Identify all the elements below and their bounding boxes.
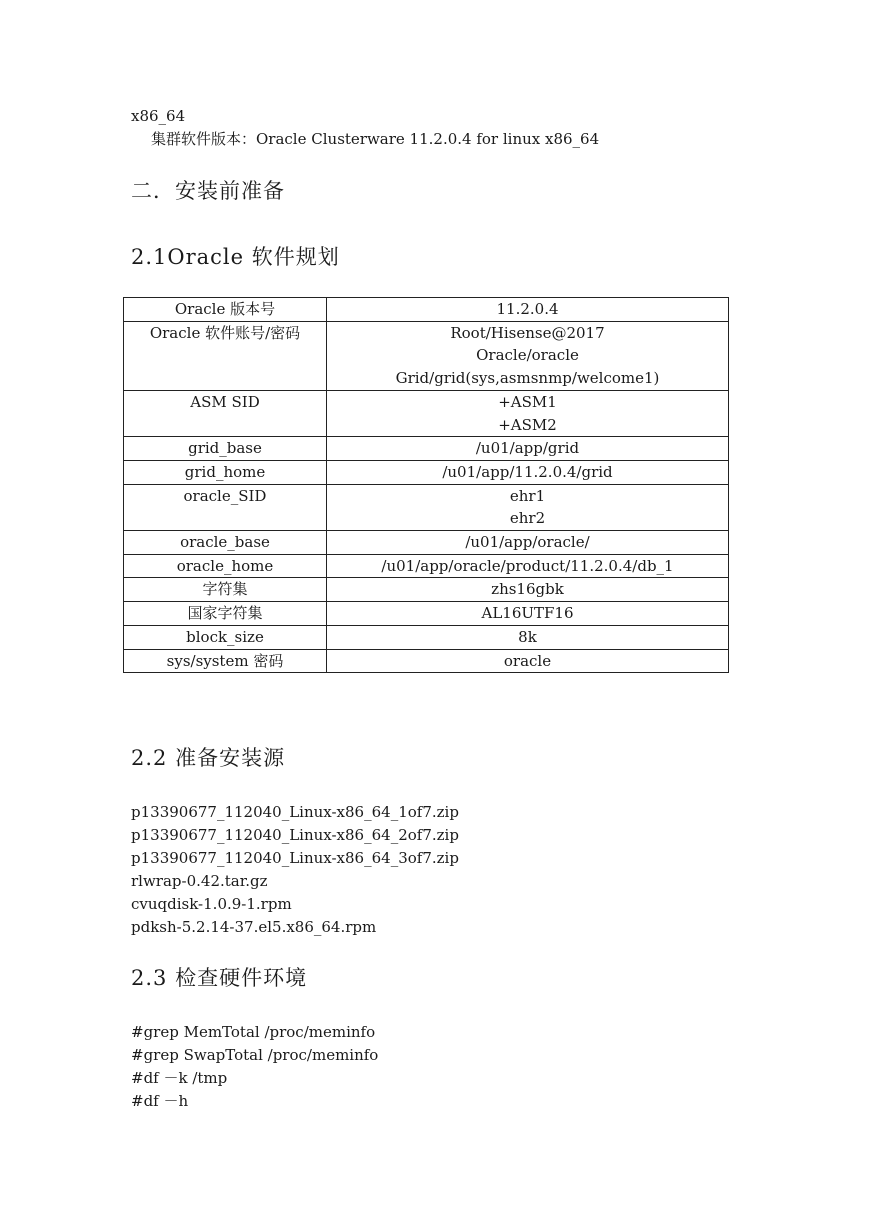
table-key-cell: sys/system 密码 <box>124 649 327 673</box>
table-value-line: /u01/app/oracle/ <box>465 533 590 552</box>
table-value-line: Grid/grid(sys,asmsnmp/welcome1) <box>395 369 660 388</box>
command-line: #df －k /tmp <box>131 1069 228 1087</box>
table-key-cell: block_size <box>124 625 327 649</box>
table-row <box>124 460 729 484</box>
table-key-cell: grid_base <box>124 437 327 461</box>
table-value-line: +ASM2 <box>498 415 557 434</box>
oracle-plan-table <box>123 297 729 673</box>
table-value-line: Oracle/oracle <box>476 346 579 365</box>
table-key-cell: Oracle 软件账号/密码 <box>124 321 327 390</box>
list-item: rlwrap-0.42.tar.gz <box>131 872 268 890</box>
table-value-cell <box>327 578 729 602</box>
table-value-cell <box>327 531 729 555</box>
table-row <box>124 625 729 649</box>
table-value-cell <box>327 602 729 626</box>
table-row <box>124 437 729 461</box>
table-key-cell: 国家字符集 <box>124 602 327 626</box>
install-source-file-list <box>131 801 459 939</box>
table-key-cell: grid_home <box>124 460 327 484</box>
table-value-line: ehr1 <box>509 486 546 505</box>
table-value-line: oracle <box>503 651 552 670</box>
section-2-3-heading: 2.3 检查硬件环境 <box>131 966 308 990</box>
table-value-cell <box>327 390 729 436</box>
table-key-cell: 字符集 <box>124 578 327 602</box>
list-item: cvuqdisk-1.0.9-1.rpm <box>131 895 292 913</box>
table-value-line: zhs16gbk <box>491 580 564 599</box>
table-value-cell <box>327 554 729 578</box>
table-value-cell <box>327 298 729 322</box>
hardware-check-command-list <box>131 1021 378 1113</box>
table-key-cell: oracle_SID <box>124 484 327 530</box>
table-value-line: +ASM1 <box>498 392 557 411</box>
table-value-cell <box>327 649 729 673</box>
table-row <box>124 321 729 390</box>
table-row <box>124 298 729 322</box>
table-value-line: /u01/app/grid <box>475 439 580 458</box>
table-value-line: /u01/app/oracle/product/11.2.0.4/db_1 <box>381 556 674 575</box>
command-line: #df －h <box>131 1092 189 1110</box>
section-2-2-heading: 2.2 准备安装源 <box>131 746 286 770</box>
table-value-line: 11.2.0.4 <box>496 300 559 318</box>
list-item: p13390677_112040_Linux-x86_64_2of7.zip <box>131 826 459 844</box>
table-row <box>124 554 729 578</box>
table-value-line: ehr2 <box>509 509 546 528</box>
table-value-cell <box>327 321 729 390</box>
cluster-version-line: 集群软件版本：Oracle Clusterware 11.2.0.4 for linux x86_64 <box>151 130 600 148</box>
table-value-cell <box>327 484 729 530</box>
list-item: p13390677_112040_Linux-x86_64_3of7.zip <box>131 849 459 867</box>
list-item: pdksh-5.2.14-37.el5.x86_64.rpm <box>131 918 377 936</box>
table-key-cell: ASM SID <box>124 390 327 436</box>
table-key-cell: Oracle 版本号 <box>124 298 327 322</box>
command-line: #grep SwapTotal /proc/meminfo <box>131 1046 379 1064</box>
command-line: #grep MemTotal /proc/meminfo <box>131 1023 376 1041</box>
table-value-line: AL16UTF16 <box>481 604 574 623</box>
table-value-cell <box>327 460 729 484</box>
table-row <box>124 649 729 673</box>
table-row <box>124 578 729 602</box>
table-row <box>124 390 729 436</box>
table-key-cell: oracle_base <box>124 531 327 555</box>
table-row <box>124 531 729 555</box>
table-value-line: Root/Hisense@2017 <box>450 323 605 342</box>
table-value-cell <box>327 437 729 461</box>
table-value-line: /u01/app/11.2.0.4/grid <box>442 462 613 481</box>
table-key-cell: oracle_home <box>124 554 327 578</box>
section-2-heading: 二．安装前准备 <box>131 179 285 203</box>
table-row <box>124 484 729 530</box>
section-2-1-heading: 2.1Oracle 软件规划 <box>131 245 340 269</box>
table-value-cell <box>327 625 729 649</box>
table-value-line: 8k <box>518 627 537 646</box>
list-item: p13390677_112040_Linux-x86_64_1of7.zip <box>131 803 459 821</box>
table-row <box>124 602 729 626</box>
arch-fragment: x86_64 <box>131 107 186 125</box>
